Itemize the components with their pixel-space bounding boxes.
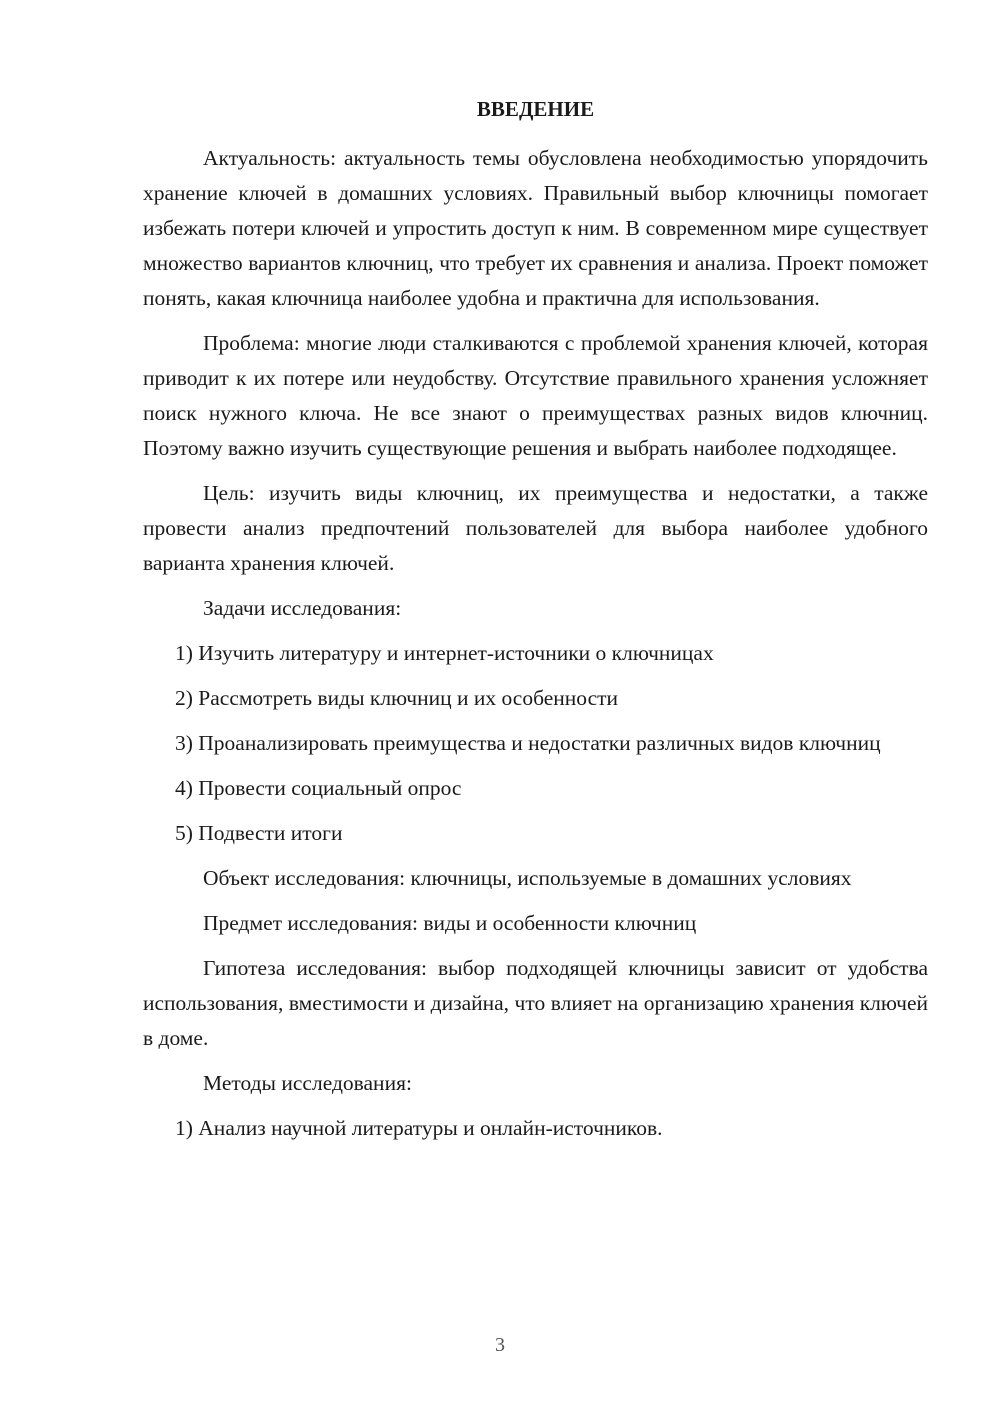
paragraph-subject: Предмет исследования: виды и особенности ключниц: [203, 911, 697, 935]
paragraph-problem: Проблема: многие люди сталкиваются с проблемой хранения ключей, которая приводит к их потере или неудобству. Отсутствие правильного хранения усложняет поиск нужного ключа. Не все знают о преимуществах разных видов ключниц. Поэтому важно изучить существующие решения и выбрать наиболее подходящее.: [143, 331, 928, 460]
task-item-5: 5) Подвести итоги: [175, 821, 343, 845]
task-item-1: 1) Изучить литературу и интернет-источники о ключницах: [175, 641, 714, 665]
paragraph-relevance: Актуальность: актуальность темы обусловлена необходимостью упорядочить хранение ключей в домашних условиях. Правильный выбор ключницы помогает избежать потери ключей и упростить доступ к ним. В современном мире существует множество вариантов ключниц, что требует их сравнения и анализа. Проект поможет понять, какая ключница наиболее удобна и практична для использования.: [143, 146, 928, 310]
paragraph-object: Объект исследования: ключницы, используемые в домашних условиях: [203, 866, 852, 890]
paragraph-goal: Цель: изучить виды ключниц, их преимущества и недостатки, а также провести анализ предпочтений пользователей для выбора наиболее удобного варианта хранения ключей.: [143, 481, 928, 575]
tasks-heading: Задачи исследования:: [203, 596, 402, 620]
task-item-3: 3) Проанализировать преимущества и недостатки различных видов ключниц: [175, 731, 881, 755]
paragraph-hypothesis: Гипотеза исследования: выбор подходящей ключницы зависит от удобства использования, вместимости и дизайна, что влияет на организацию хранения ключей в доме.: [143, 956, 928, 1050]
document-page: [143, 92, 928, 1156]
section-title: ВВЕДЕНИЕ: [476, 97, 595, 121]
task-item-4: 4) Провести социальный опрос: [175, 776, 462, 800]
page-number: 3: [495, 1334, 505, 1356]
methods-heading: Методы исследования:: [203, 1071, 412, 1095]
method-item-1: 1) Анализ научной литературы и онлайн-источников.: [175, 1116, 663, 1140]
task-item-2: 2) Рассмотреть виды ключниц и их особенности: [175, 686, 619, 710]
